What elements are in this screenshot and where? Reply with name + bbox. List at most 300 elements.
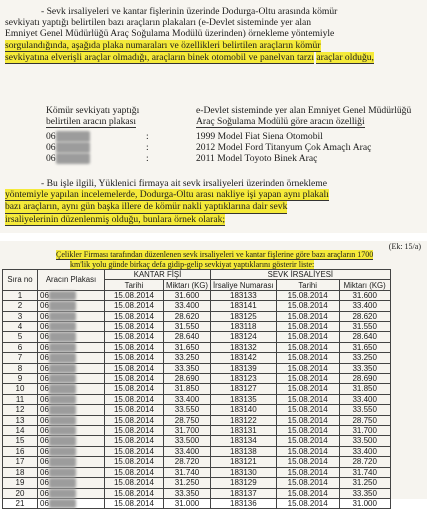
separator: : [146,153,149,164]
cell-waybill-date-text: 15.08.2014 [287,363,328,373]
vehicle-list-header-left [46,105,139,128]
cell-waybill-date-text: 15.08.2014 [287,498,328,508]
cell-waybill-number [211,301,277,311]
cell-row-number [3,290,38,300]
cell-waybill-date [276,394,339,404]
cell-plate [38,342,105,352]
cell-waybill-number-text: 183127 [230,384,257,394]
cell-scale-date-text: 15.08.2014 [113,405,155,415]
cell-row-number-text: 13 [15,415,25,425]
cell-row-number [3,301,38,311]
cell-scale-amount-text: 31.850 [174,384,200,394]
cell-row-number-text: 16 [15,446,25,456]
cell-waybill-number [211,488,277,498]
cell-waybill-amount-text: 33.400 [352,446,377,456]
cell-scale-amount [164,436,211,446]
cell-waybill-date [276,415,339,425]
cell-scale-amount-text: 33.350 [174,488,200,498]
cell-scale-amount [164,363,211,373]
cell-row-number-text: 1 [17,290,23,300]
redacted-plate [49,291,76,300]
cell-waybill-date-text: 15.08.2014 [287,488,328,498]
plate-prefix: 06 [46,153,56,164]
cell-waybill-number-text: 183139 [230,363,257,373]
table-row [3,363,391,373]
cell-waybill-number-text: 183121 [230,457,257,467]
cell-scale-date [105,394,164,404]
plate-prefix: 06 [46,131,56,142]
text-line: Emniyet Genel Müdürlüğü Araç Soğulama Modülü üzerinden) örnekleme yöntemiyle [5,28,335,40]
cell-row-number [3,426,38,436]
cell-scale-date-text: 15.08.2014 [113,498,155,508]
paragraph-vehicle-inquiry [5,6,420,64]
cell-row-number-text: 12 [15,405,25,415]
cell-row-number [3,384,38,394]
cell-scale-date [105,353,164,363]
vehicle-row [46,131,323,142]
cell-row-number-text: 3 [17,311,23,321]
cell-row-number-text: 4 [17,322,23,331]
cell-waybill-amount [339,384,390,394]
cell-row-number-text: 20 [15,488,25,498]
cell-waybill-amount [339,467,390,477]
cell-row-number-text: 10 [15,384,25,394]
cell-scale-amount [164,405,211,415]
cell-plate [38,332,105,342]
cell-plate-text: 06 [40,488,49,498]
cell-scale-amount [164,342,211,352]
vehicle-row [46,153,317,164]
cell-waybill-date [276,426,339,436]
cell-plate [38,436,105,446]
cell-waybill-number-text: 183129 [230,478,257,488]
cell-plate-text: 06 [40,353,49,363]
header-plate: Aracın Plakası [38,270,105,291]
cell-scale-amount [164,394,211,404]
vehicle-description: 2011 Model Toyoto Binek Araç [196,153,318,164]
cell-waybill-date [276,446,339,456]
cell-waybill-amount [339,446,390,456]
cell-waybill-amount-text: 33.250 [352,353,377,363]
cell-waybill-amount [339,363,390,373]
cell-waybill-number-text: 183142 [230,353,257,363]
cell-row-number-text: 7 [17,353,23,363]
cell-scale-amount [164,446,211,456]
cell-waybill-number-text: 183130 [230,467,257,477]
cell-waybill-date-text: 15.08.2014 [287,467,328,477]
cell-scale-amount [164,311,211,321]
plate-number [46,153,146,164]
redacted-plate [49,395,76,404]
cell-waybill-number-text: 183135 [230,394,257,404]
redacted-plate [49,468,76,477]
redacted-plate [49,457,76,466]
cell-scale-amount [164,498,211,508]
table-row [3,290,391,300]
cell-waybill-number [211,415,277,425]
cell-row-number-text: 21 [15,498,25,508]
cell-scale-amount-text: 33.250 [174,353,200,363]
cell-plate-text: 06 [40,342,49,352]
cell-waybill-date [276,290,339,300]
cell-waybill-date-text: 15.08.2014 [287,322,328,331]
cell-row-number [3,498,38,508]
vehicle-list-header-right [196,105,411,128]
table-row [3,436,391,446]
cell-plate [38,446,105,456]
table-row [3,498,391,508]
cell-scale-amount [164,353,211,363]
cell-waybill-number [211,405,277,415]
cell-waybill-date-text: 15.08.2014 [287,394,328,404]
cell-waybill-amount [339,322,390,332]
cell-waybill-date-text: 15.08.2014 [287,353,328,363]
header-sevk-irsaliyesi: SEVK İRSALİYESİ [211,270,391,280]
table-row [3,394,391,404]
cell-scale-amount-text: 31.650 [174,342,200,352]
cell-waybill-amount [339,394,390,404]
cell-plate-text: 06 [40,322,49,331]
cell-row-number-text: 6 [17,342,23,352]
cell-plate-text: 06 [40,478,49,488]
text-line: - Sevk irsaliyeleri ve kantar fişlerinin üzerinde Dodurga-Oltu arasında kömür [41,6,338,17]
cell-waybill-number-text: 183125 [230,311,257,321]
redacted-plate [49,489,76,498]
cell-row-number-text: 5 [17,332,23,342]
cell-scale-date [105,426,164,436]
cell-scale-date [105,363,164,373]
cell-scale-amount [164,488,211,498]
redacted-plate [49,499,76,508]
cell-plate [38,498,105,508]
cell-waybill-amount-text: 31.000 [352,498,377,508]
plate-prefix: 06 [46,142,56,153]
cell-waybill-number-text: 183134 [230,436,257,446]
cell-waybill-date [276,478,339,488]
table-row [3,322,391,332]
redacted-plate [49,332,76,341]
cell-waybill-number-text: 183138 [230,446,257,456]
highlighted-text-line: sevkiyatına elverişli araçlar olmadığı, araçların binek otomobil ve panelvan tarzı [5,51,315,63]
cell-waybill-amount [339,374,390,384]
redacted-plate [49,374,76,383]
cell-waybill-date-text: 15.08.2014 [287,374,328,384]
cell-waybill-amount-text: 31.700 [352,426,377,436]
cell-scale-amount-text: 33.350 [174,363,200,373]
page-separator [0,233,427,241]
cell-waybill-date-text: 15.08.2014 [287,426,328,436]
cell-scale-amount [164,322,211,332]
cell-waybill-number-text: 183133 [230,290,257,300]
table-row [3,353,391,363]
cell-row-number [3,478,38,488]
cell-plate [38,353,105,363]
cell-waybill-date-text: 15.08.2014 [287,384,328,394]
cell-scale-amount [164,426,211,436]
cell-plate-text: 06 [40,374,49,384]
cell-waybill-number [211,446,277,456]
cell-scale-amount-text: 28.750 [174,415,200,425]
cell-scale-amount-text: 31.600 [174,290,200,300]
redacted-plate [49,312,76,321]
cell-scale-date [105,374,164,384]
cell-waybill-date [276,322,339,332]
table-body [3,290,391,509]
cell-scale-amount [164,384,211,394]
table-row [3,488,391,498]
cell-waybill-date [276,488,339,498]
table-row [3,301,391,311]
redacted-plate [49,353,76,362]
cell-waybill-amount [339,426,390,436]
cell-waybill-date [276,301,339,311]
cell-waybill-number [211,498,277,508]
cell-waybill-number-text: 183122 [230,415,257,425]
cell-row-number [3,457,38,467]
cell-waybill-number [211,478,277,488]
text-line [5,178,420,189]
cell-row-number [3,446,38,456]
cell-row-number [3,311,38,321]
redacted-plate [49,343,76,352]
cell-waybill-number [211,290,277,300]
cell-waybill-date [276,457,339,467]
paragraph-other-shipments [5,178,420,226]
table-row [3,384,391,394]
cell-waybill-amount-text: 31.550 [352,322,377,331]
cell-plate-text: 06 [40,426,49,436]
cell-scale-date-text: 15.08.2014 [113,384,155,394]
cell-plate-text: 06 [40,311,49,321]
vehicle-description: 1999 Model Fiat Siena Otomobil [196,131,323,142]
vehicle-row [46,142,371,153]
redacted-plate [56,153,91,164]
cell-waybill-date [276,332,339,342]
upper-document-page [0,0,427,233]
header-text: Kömür sevkiyatı yaptığı [46,105,140,116]
cell-scale-date-text: 15.08.2014 [113,478,155,488]
attachment-label: (Ek: 15/a) [388,242,421,251]
cell-scale-date-text: 15.08.2014 [113,436,155,446]
cell-scale-amount-text: 28.620 [174,311,200,321]
cell-scale-date [105,415,164,425]
cell-plate [38,415,105,425]
cell-waybill-amount-text: 31.850 [352,384,377,394]
cell-waybill-amount [339,405,390,415]
cell-waybill-amount-text: 33.400 [352,394,377,404]
table-row [3,467,391,477]
redacted-plate [56,131,91,142]
cell-scale-amount-text: 31.550 [174,322,200,331]
shipment-table [2,269,391,509]
cell-waybill-amount [339,498,390,508]
redacted-plate [49,426,76,435]
cell-row-number-text: 19 [15,478,25,488]
cell-plate [38,384,105,394]
cell-waybill-amount-text: 28.750 [352,415,377,425]
cell-waybill-date-text: 15.08.2014 [287,457,328,467]
cell-scale-amount-text: 31.740 [174,467,200,477]
redacted-plate [49,322,76,331]
cell-scale-amount-text: 33.400 [174,446,200,456]
cell-waybill-amount [339,332,390,342]
cell-waybill-date [276,353,339,363]
cell-row-number-text: 14 [15,426,25,436]
cell-waybill-amount-text: 33.350 [352,488,377,498]
cell-waybill-number-text: 183132 [230,342,257,352]
cell-row-number [3,342,38,352]
table-row [3,342,391,352]
cell-waybill-date [276,311,339,321]
cell-scale-date [105,322,164,332]
cell-waybill-amount [339,342,390,352]
cell-waybill-amount-text: 33.400 [352,301,377,311]
cell-row-number-text: 11 [15,394,25,404]
cell-plate-text: 06 [40,467,49,477]
cell-scale-date-text: 15.08.2014 [113,342,155,352]
cell-scale-date [105,446,164,456]
cell-plate [38,457,105,467]
cell-scale-date [105,290,164,300]
cell-scale-date-text: 15.08.2014 [113,322,155,331]
cell-waybill-amount [339,290,390,300]
cell-plate [38,426,105,436]
cell-row-number [3,353,38,363]
cell-waybill-number-text: 183140 [230,405,257,415]
cell-scale-amount-text: 28.720 [174,457,200,467]
cell-scale-amount-text: 33.550 [174,405,200,415]
cell-waybill-amount [339,457,390,467]
cell-waybill-number-text: 183137 [230,488,257,498]
text-line: sevkiyatı yaptığı belirtilen bazı araçların plakaları (e-Devlet sisteminde yer alan [5,17,312,29]
table-row [3,457,391,467]
header-waybill-no: İrsaliye Numarası [211,280,277,290]
cell-scale-amount-text: 28.690 [174,374,200,384]
cell-waybill-amount-text: 28.640 [352,332,377,342]
cell-plate [38,467,105,477]
cell-scale-amount-text: 28.640 [174,332,200,342]
cell-plate [38,311,105,321]
text-line-content: - Bu işle ilgili, Yüklenici firmaya ait sevk irsaliyeleri üzerinden örnekleme [41,178,328,189]
cell-scale-date-text: 15.08.2014 [113,446,155,456]
cell-waybill-number [211,426,277,436]
cell-waybill-date-text: 15.08.2014 [287,301,328,311]
cell-row-number [3,394,38,404]
cell-scale-amount [164,290,211,300]
cell-plate-text: 06 [40,446,49,456]
cell-scale-amount-text: 33.400 [174,394,200,404]
cell-waybill-amount-text: 28.620 [352,311,377,321]
cell-waybill-number [211,467,277,477]
cell-waybill-date [276,467,339,477]
cell-scale-date [105,498,164,508]
cell-waybill-amount [339,415,390,425]
header-amount: Miktarı (KG) [164,280,211,290]
cell-waybill-number-text: 183136 [230,498,257,508]
cell-scale-date-text: 15.08.2014 [113,290,155,300]
cell-waybill-number [211,436,277,446]
table-row [3,446,391,456]
cell-plate-text: 06 [40,394,49,404]
cell-plate-text: 06 [40,384,49,394]
redacted-plate [49,405,76,414]
cell-scale-date-text: 15.08.2014 [113,415,155,425]
cell-row-number-text: 9 [17,374,23,384]
cell-plate [38,394,105,404]
header-amount: Miktarı (KG) [339,280,390,290]
table-row [3,415,391,425]
cell-waybill-amount-text: 33.550 [352,405,377,415]
cell-scale-date-text: 15.08.2014 [113,332,155,342]
cell-waybill-date [276,342,339,352]
cell-scale-date-text: 15.08.2014 [113,374,155,384]
cell-plate [38,301,105,311]
cell-waybill-amount [339,311,390,321]
cell-plate-text: 06 [40,363,49,373]
cell-scale-amount-text: 31.700 [174,426,200,436]
cell-scale-amount-text: 33.500 [174,436,200,446]
cell-scale-amount [164,415,211,425]
cell-waybill-date-text: 15.08.2014 [287,446,328,456]
redacted-plate [49,301,76,310]
header-date: Tarihi [105,280,164,290]
redacted-plate [49,436,76,445]
cell-plate [38,322,105,332]
cell-waybill-number-text: 183123 [230,374,257,384]
cell-waybill-number [211,322,277,332]
cell-waybill-date-text: 15.08.2014 [287,311,328,321]
cell-scale-date [105,478,164,488]
cell-scale-date-text: 15.08.2014 [113,363,155,373]
cell-scale-date [105,311,164,321]
separator: : [146,142,149,153]
cell-scale-date-text: 15.08.2014 [113,311,155,321]
cell-row-number [3,332,38,342]
cell-plate [38,488,105,498]
cell-scale-date [105,384,164,394]
cell-scale-date [105,488,164,498]
cell-waybill-number [211,457,277,467]
highlighted-text-line: irsaliyelerinin düzenlenmiş olduğu, bunlara örnek olarak; [5,213,226,225]
redacted-plate [56,142,91,153]
lower-document-page [0,241,427,508]
cell-waybill-date-text: 15.08.2014 [287,415,328,425]
cell-waybill-number [211,374,277,384]
separator: : [146,131,149,142]
header-text: belirtilen aracın plakası [46,116,137,128]
highlighted-text-line: Çelikler Firması tarafından düzenlenen sevk irsaliyeleri ve kantar fişlerine göre bazı araçların 1700 [56,250,374,259]
cell-waybill-amount [339,436,390,446]
cell-plate-text: 06 [40,290,49,300]
cell-waybill-amount-text: 31.250 [352,478,377,488]
cell-scale-amount [164,301,211,311]
cell-waybill-date [276,405,339,415]
cell-scale-date-text: 15.08.2014 [113,394,155,404]
cell-waybill-date-text: 15.08.2014 [287,332,328,342]
cell-waybill-date [276,374,339,384]
cell-waybill-number-text: 183118 [230,322,257,331]
cell-row-number [3,415,38,425]
cell-scale-date [105,467,164,477]
cell-waybill-number [211,332,277,342]
cell-waybill-number [211,394,277,404]
cell-waybill-number-text: 183131 [230,426,257,436]
cell-waybill-date [276,363,339,373]
cell-scale-date-text: 15.08.2014 [113,426,155,436]
cell-row-number [3,322,38,332]
highlighted-text-line: bazı araçların, aynı gün başka illere de kömür nakli yaptıklarına dair sevk [5,201,288,213]
header-text: Araç Soğulama Modülü göre aracın özelliği [196,116,365,128]
